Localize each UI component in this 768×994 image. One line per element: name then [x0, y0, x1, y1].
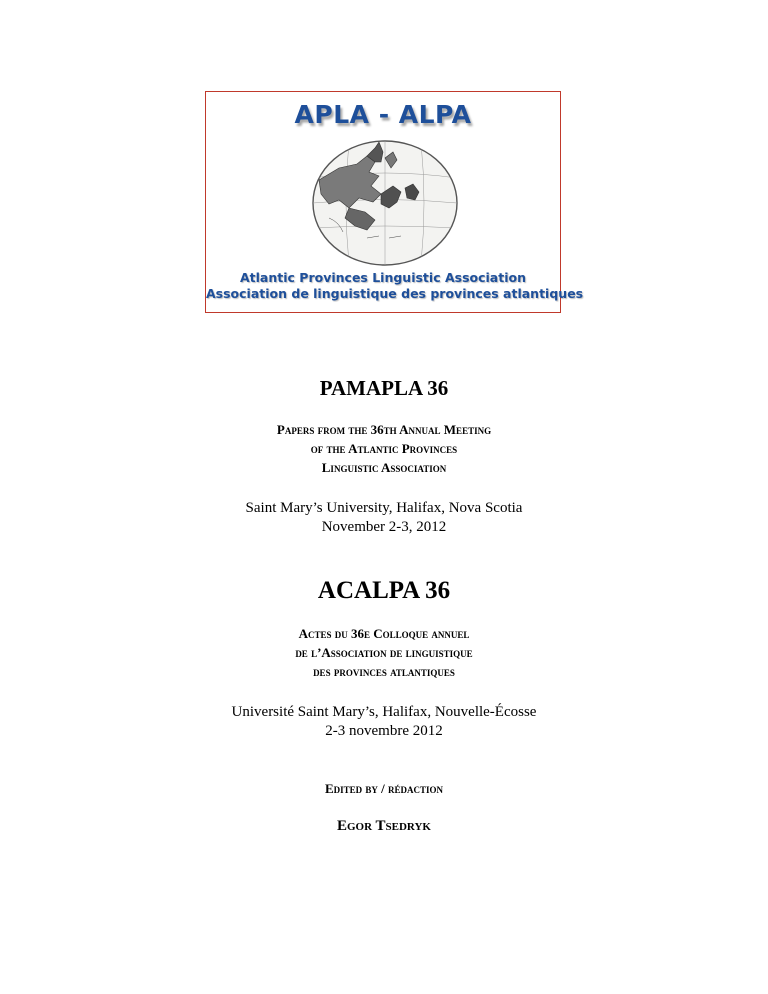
globe-map-icon [309, 138, 461, 268]
french-subtitle-line: des provinces atlantiques [313, 664, 455, 679]
english-title: PAMAPLA 36 [319, 376, 449, 400]
english-subtitle [0, 420, 768, 477]
editor-name: Egor Tsedryk [336, 818, 431, 834]
editors-label: Edited by / rédaction [324, 781, 444, 796]
english-location: Saint Mary’s University, Halifax, Nova Scotia [245, 500, 523, 516]
logo-title: APLA - ALPA [294, 100, 472, 129]
english-subtitle-line: Papers from the 36th Annual Meeting [276, 422, 492, 437]
logo-line-english: Atlantic Provinces Linguistic Association [240, 270, 526, 285]
french-location: Université Saint Mary’s, Halifax, Nouvelle-Écosse [231, 704, 537, 720]
english-date: November 2-3, 2012 [321, 519, 447, 535]
english-venue [0, 499, 768, 537]
english-subtitle-line: of the Atlantic Provinces [310, 441, 458, 456]
logo-line-french: Association de linguistique des provinces atlantiques [206, 286, 584, 301]
french-subtitle-line: Actes du 36e Colloque annuel [298, 626, 470, 641]
french-date: 2-3 novembre 2012 [325, 723, 443, 739]
french-subtitle-line: de l’Association de linguistique [295, 645, 473, 660]
french-title: ACALPA 36 [317, 577, 451, 604]
english-subtitle-line: Linguistic Association [321, 460, 447, 475]
french-subtitle [0, 624, 768, 681]
french-venue [0, 703, 768, 741]
apla-alpa-logo [205, 91, 584, 313]
